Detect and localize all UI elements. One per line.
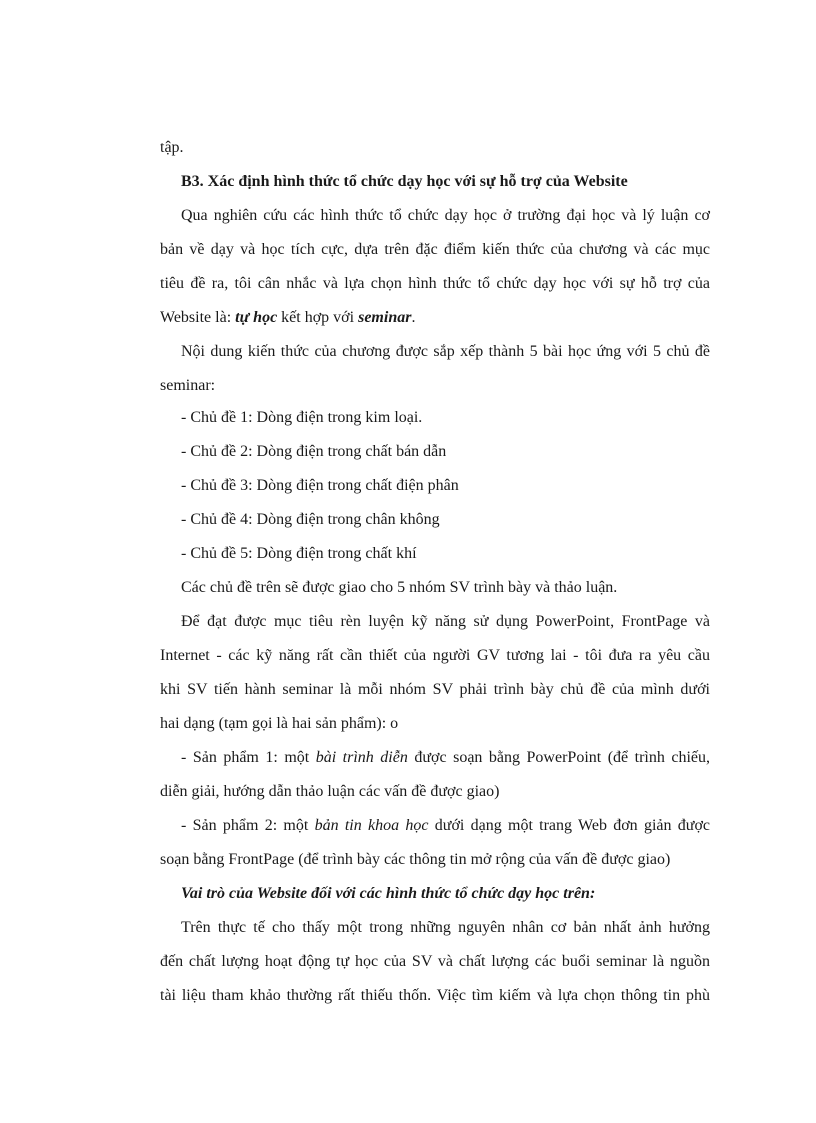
text-line: tập. [160,139,184,156]
list-item: - Chủ đề 5: Dòng điện trong chất khí [181,545,417,562]
text-line: diễn giải, hướng dẫn thảo luận các vấn đề được giao) [160,783,500,800]
text-line: Nội dung kiến thức của chương được sắp xếp thành 5 bài học ứng với 5 chủ đề [181,343,710,360]
italic-text: bản tin khoa học [314,817,429,834]
text-line [160,308,710,328]
text-line: đến chất lượng hoạt động tự học của SV và chất lượng các buổi seminar là nguồn [160,953,710,970]
text-line: Qua nghiên cứu các hình thức tổ chức dạy học ở trường đại học và lý luận cơ [181,207,710,224]
text-span: được soạn bằng PowerPoint (để trình chiếu, [407,749,711,766]
text-span: Website là: [160,309,236,326]
list-item: - Chủ đề 1: Dòng điện trong kim loại. [181,409,423,426]
text-line: Trên thực tế cho thấy một trong những nguyên nhân cơ bản nhất ảnh hưởng [181,919,710,936]
text-line: bản về dạy và học tích cực, dựa trên đặc điểm kiến thức của chương và các mục [160,241,710,258]
text-line: tài liệu tham khảo thường rất thiếu thốn. Việc tìm kiếm và lựa chọn thông tin phù [160,987,710,1004]
text-line [181,816,710,836]
text-span: . [411,309,416,326]
italic-text: bài trình diễn [315,749,408,766]
text-line: khi SV tiến hành seminar là mỗi nhóm SV phải trình bày chủ đề của mình dưới [160,681,710,698]
text-line: soạn bằng FrontPage (để trình bày các thông tin mở rộng của vấn đề được giao) [160,851,671,868]
text-line: Các chủ đề trên sẽ được giao cho 5 nhóm SV trình bày và thảo luận. [181,579,618,596]
list-item: - Chủ đề 3: Dòng điện trong chất điện phân [181,477,459,494]
text-span: kết hợp với [277,309,359,326]
section-heading: B3. Xác định hình thức tổ chức dạy học với sự hỗ trợ của Website [181,173,628,190]
text-line: Internet - các kỹ năng rất cần thiết của người GV tương lai - tôi đưa ra yêu cầu [160,647,710,664]
text-line: tiêu đề ra, tôi cân nhắc và lựa chọn hình thức tổ chức dạy học với sự hỗ trợ của [160,275,710,292]
emphasis-text: seminar [358,309,412,326]
text-line: hai dạng (tạm gọi là hai sản phẩm): o [160,715,399,732]
text-span: - Sản phẩm 1: một [181,749,316,766]
text-span: - Sản phẩm 2: một [181,817,315,834]
subheading: Vai trò của Website đối với các hình thức tổ chức dạy học trên: [181,885,596,902]
list-item: - Chủ đề 4: Dòng điện trong chân không [181,511,440,528]
list-item: - Chủ đề 2: Dòng điện trong chất bán dẫn [181,443,447,460]
text-span: dưới dạng một trang Web đơn giản được [428,817,710,834]
text-line: Để đạt được mục tiêu rèn luyện kỹ năng sử dụng PowerPoint, FrontPage và [181,613,710,630]
text-line [181,748,710,768]
emphasis-text: tự học [235,309,278,326]
text-line: seminar: [160,377,216,394]
